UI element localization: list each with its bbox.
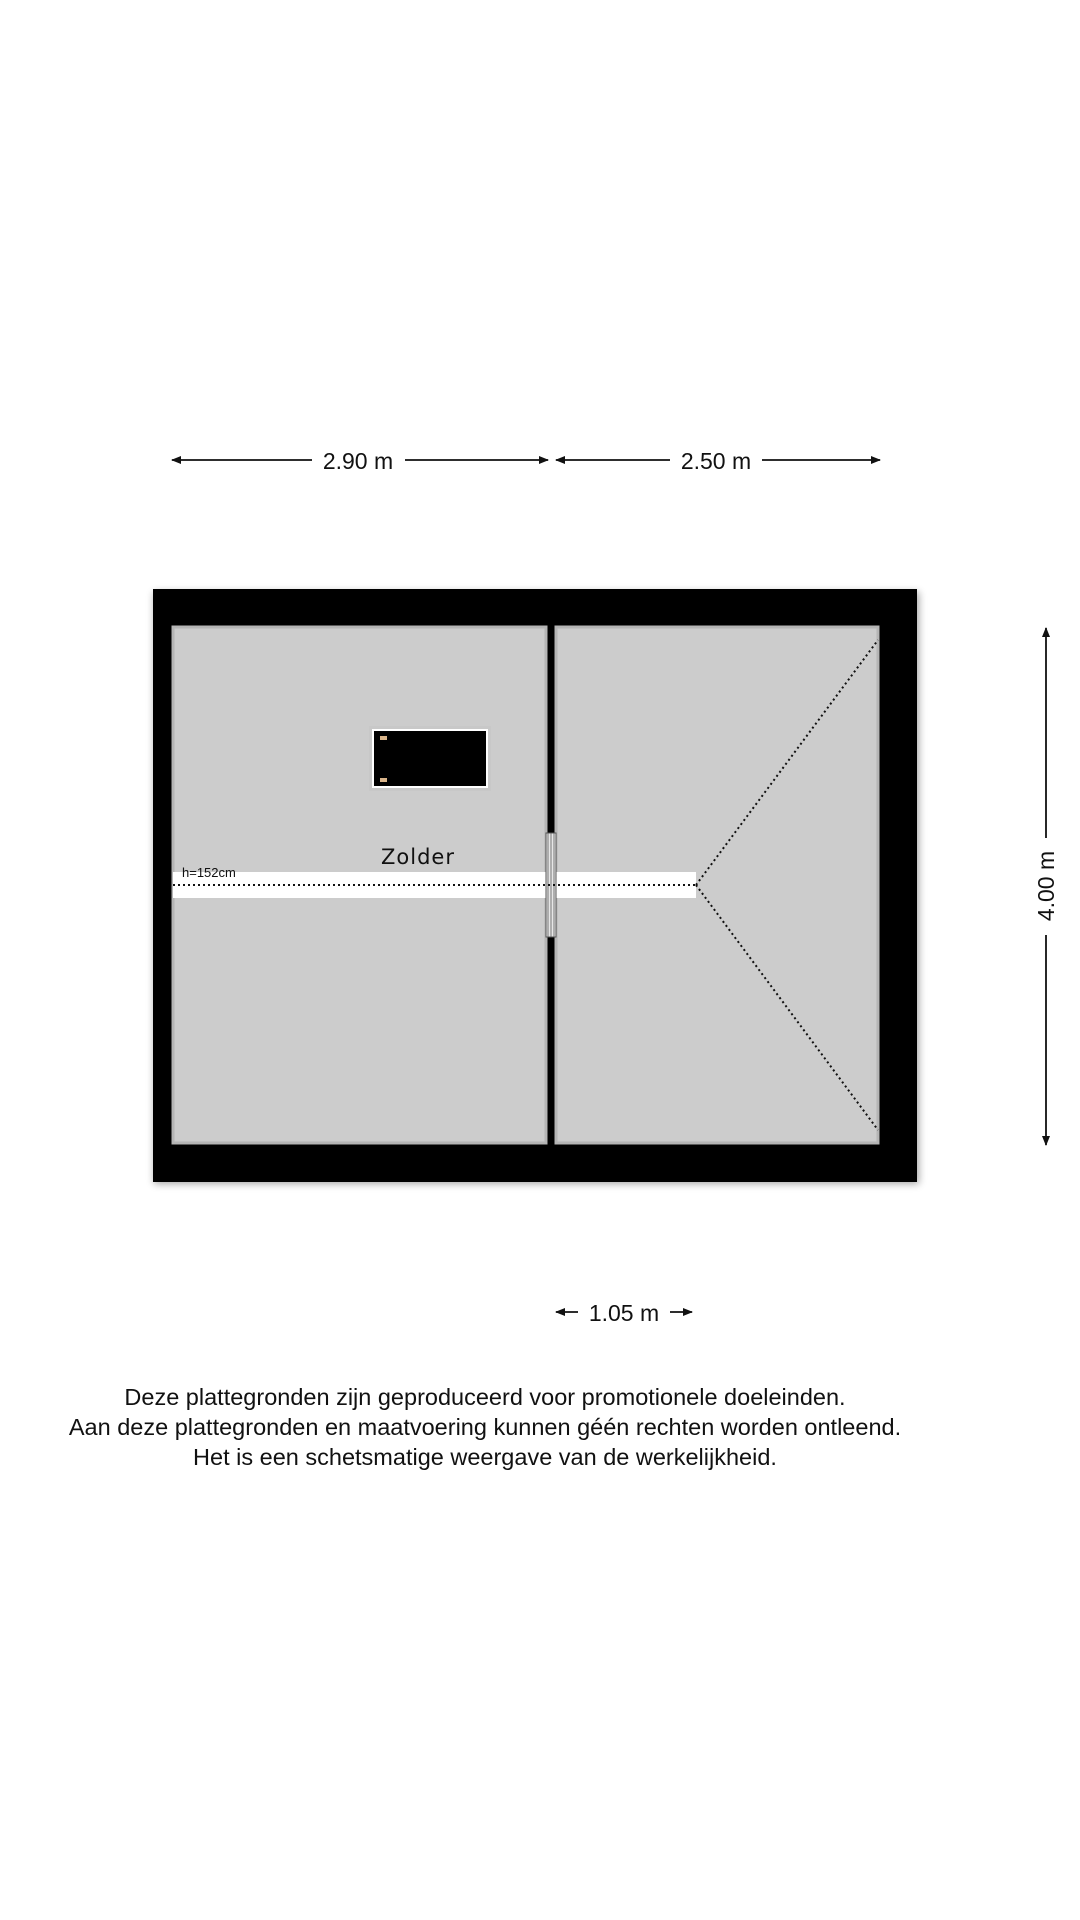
disclaimer-line-3: Het is een schetsmatige weergave van de werkelijkheid. bbox=[193, 1444, 777, 1470]
dimension-top-left bbox=[172, 448, 548, 474]
roof-hatch bbox=[369, 726, 491, 791]
dimension-right bbox=[1033, 628, 1059, 1145]
hatch-hinge-top bbox=[380, 736, 387, 740]
hatch-hinge-bottom bbox=[380, 778, 387, 782]
dimension-top-right bbox=[556, 448, 880, 474]
dimension-bottom bbox=[556, 1300, 692, 1326]
room-label: Zolder bbox=[381, 845, 455, 869]
disclaimer-line-2: Aan deze plattegronden en maatvoering kunnen géén rechten worden ontleend. bbox=[68, 1414, 902, 1440]
dimension-top-right-label: 2.50 m bbox=[680, 448, 752, 474]
dimension-top-left-label: 2.90 m bbox=[322, 448, 394, 474]
disclaimer bbox=[0, 1382, 970, 1472]
disclaimer-line-1: Deze plattegronden zijn geproduceerd voor promotionele doeleinden. bbox=[124, 1384, 846, 1410]
height-note: h=152cm bbox=[182, 865, 236, 880]
dimension-bottom-label: 1.05 m bbox=[588, 1300, 660, 1326]
dimension-right-label: 4.00 m bbox=[1033, 850, 1059, 922]
